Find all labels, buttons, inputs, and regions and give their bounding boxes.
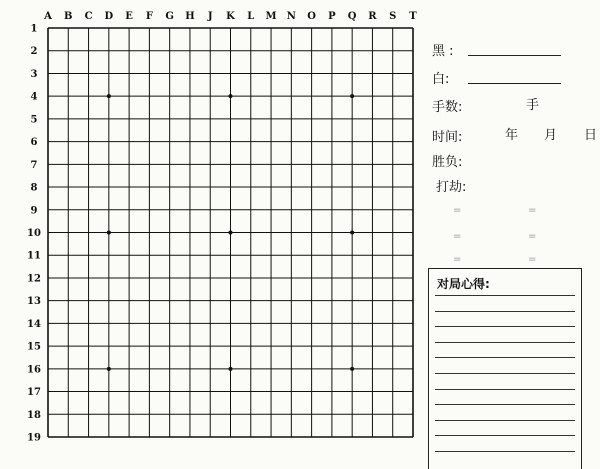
- row-label: 8: [30, 182, 38, 194]
- star-point: [350, 231, 354, 235]
- row-label: 16: [27, 364, 41, 376]
- ko-mark: =: [528, 205, 537, 216]
- star-point: [107, 94, 111, 98]
- column-label: M: [265, 11, 277, 22]
- black-player-label: 黑 :: [432, 44, 454, 59]
- row-label: 6: [30, 137, 38, 149]
- column-label: A: [44, 11, 52, 22]
- ko-mark: =: [528, 231, 537, 242]
- star-point: [107, 367, 111, 371]
- star-point: [350, 94, 354, 98]
- white-player-label: 白:: [432, 72, 450, 87]
- star-point: [229, 367, 233, 371]
- day-unit: 日: [584, 128, 598, 143]
- ko-mark: =: [528, 254, 537, 265]
- black-player-field[interactable]: [468, 55, 561, 56]
- column-label: F: [145, 11, 153, 22]
- result-label: 胜负:: [432, 155, 463, 170]
- column-label: H: [185, 11, 195, 22]
- notes-line[interactable]: [435, 435, 575, 436]
- column-label: N: [286, 11, 296, 22]
- moves-label: 手数:: [432, 100, 463, 115]
- white-player-field[interactable]: [468, 83, 561, 84]
- column-label: L: [247, 11, 255, 22]
- star-point: [229, 231, 233, 235]
- row-label: 13: [27, 296, 41, 308]
- column-label: J: [207, 11, 213, 22]
- column-label: S: [389, 11, 397, 22]
- notes-line[interactable]: [435, 404, 575, 405]
- notes-line[interactable]: [435, 342, 575, 343]
- ko-mark: =: [453, 231, 462, 242]
- star-point: [107, 231, 111, 235]
- year-unit: 年: [505, 128, 519, 143]
- row-label: 1: [30, 23, 38, 35]
- notes-line[interactable]: [435, 326, 575, 327]
- notes-line[interactable]: [435, 357, 575, 358]
- row-label: 18: [27, 409, 41, 421]
- column-label: B: [64, 11, 73, 22]
- column-label: O: [307, 11, 316, 22]
- row-label: 7: [30, 159, 38, 171]
- column-label: G: [165, 11, 174, 22]
- notes-line[interactable]: [435, 373, 575, 374]
- row-label: 9: [30, 205, 38, 217]
- notes-title: 对局心得:: [437, 277, 490, 291]
- ko-mark: =: [453, 205, 462, 216]
- notes-box[interactable]: [428, 268, 582, 469]
- row-label: 2: [30, 46, 38, 58]
- star-point: [229, 94, 233, 98]
- notes-line[interactable]: [435, 295, 575, 296]
- notes-line[interactable]: [435, 389, 575, 390]
- star-point: [350, 367, 354, 371]
- row-label: 11: [27, 250, 41, 262]
- row-label: 4: [30, 91, 38, 103]
- month-unit: 月: [544, 128, 558, 143]
- notes-line[interactable]: [435, 420, 575, 421]
- row-label: 5: [30, 114, 38, 126]
- row-label: 15: [27, 341, 41, 353]
- column-label: C: [84, 11, 93, 22]
- row-label: 10: [27, 228, 41, 239]
- row-label: 19: [27, 432, 41, 444]
- row-label: 3: [30, 68, 38, 80]
- notes-line[interactable]: [435, 451, 575, 452]
- column-label: D: [104, 11, 114, 22]
- column-label: K: [226, 11, 235, 22]
- ko-label: 打劫:: [436, 180, 467, 195]
- column-label: P: [328, 11, 336, 22]
- row-label: 17: [27, 387, 41, 399]
- notes-line[interactable]: [435, 311, 575, 312]
- column-label: Q: [347, 11, 357, 22]
- moves-unit: 手: [526, 98, 540, 113]
- ko-mark: =: [453, 254, 462, 265]
- row-label: 12: [27, 273, 41, 285]
- column-label: T: [409, 11, 417, 22]
- time-label: 时间:: [432, 130, 463, 145]
- column-label: R: [368, 11, 377, 22]
- column-label: E: [125, 11, 133, 22]
- row-label: 14: [27, 318, 41, 330]
